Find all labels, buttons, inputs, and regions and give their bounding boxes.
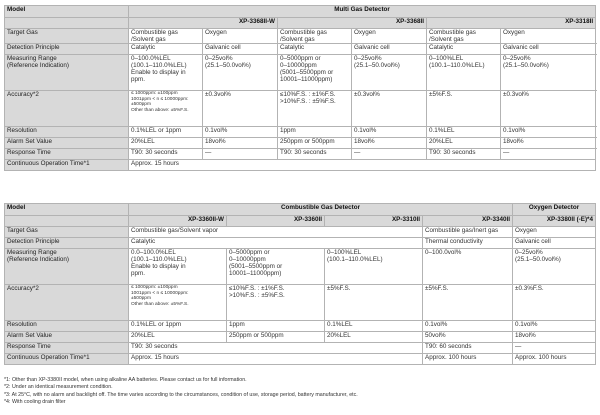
row-label: Alarm Set Value — [5, 138, 129, 149]
cell: 50vol% — [423, 332, 513, 343]
cell: 0–100.0vol% — [423, 249, 513, 285]
table-title: Multi Gas Detector — [129, 6, 596, 18]
cell: T90: 30 seconds — [427, 149, 501, 160]
cell: ≤ 1000ppm: ±100ppm 1001ppm < n ≤ 10000ppm: ±500ppm Other than above: ±5%F.S. — [129, 91, 203, 127]
cell: 0–25vol% (25.1–50.0vol%) — [501, 55, 596, 91]
cell: 0–25vol% (25.1–50.0vol%) — [352, 55, 427, 91]
model-name: XP-3360II — [227, 216, 325, 227]
cell: T90: 30 seconds — [278, 149, 352, 160]
row-label: Response Time — [5, 149, 129, 160]
cell: 18vol% — [501, 138, 596, 149]
combustible-oxygen-detector-table — [4, 203, 596, 365]
table-row — [5, 29, 596, 44]
cell: Combustible gas /Solvent gas — [278, 29, 352, 44]
cell: 0–25vol% (25.1–50.0vol%) — [203, 55, 278, 91]
table-row — [5, 160, 596, 171]
cell: ±0.3%F.S. — [513, 285, 596, 321]
cell: ±5%F.S. — [427, 91, 501, 127]
row-label: Accuracy*2 — [5, 285, 129, 321]
cell: 20%LEL — [129, 138, 203, 149]
cell: Catalytic — [129, 44, 203, 55]
cell: Combustible gas /Solvent gas — [427, 29, 501, 44]
row-label: Accuracy*2 — [5, 91, 129, 127]
cell: 0.1vol% — [203, 127, 278, 138]
model-name: XP-3318II — [427, 18, 596, 29]
row-label: Response Time — [5, 343, 129, 354]
cell: Approx. 15 hours — [129, 160, 596, 171]
row-label: Detection Principle — [5, 238, 129, 249]
cell: 0–5000ppm or 0–10000ppm (5001–5500ppm or 10001–11000ppm) — [278, 55, 352, 91]
cell: — — [501, 149, 596, 160]
footnote: *4: With cooling drain filter — [4, 398, 66, 405]
cell: Approx. 100 hours — [423, 354, 513, 365]
cell: ≤ 1000ppm: ±100ppm 1001ppm < n ≤ 10000ppm: ±500ppm Other than above: ±5%F.S. — [129, 285, 227, 321]
cell: Oxygen — [203, 29, 278, 44]
cell: Catalytic — [129, 238, 423, 249]
multi-gas-detector-table — [4, 5, 596, 171]
cell: 0.1vol% — [352, 127, 427, 138]
row-label: Resolution — [5, 127, 129, 138]
footnote: *1: Other than XP-3380II model, when using alkaline AA batteries. Please contact us for full information. — [4, 377, 247, 383]
model-header: Model — [5, 204, 129, 216]
footnotes — [4, 377, 595, 406]
cell: — — [203, 149, 278, 160]
cell: 1ppm — [227, 321, 325, 332]
cell: 0–5000ppm or 0–10000ppm (5001–5500ppm or 10001–11000ppm) — [227, 249, 325, 285]
cell: 0.1%LEL — [325, 321, 423, 332]
model-header: Model — [5, 6, 129, 18]
cell: 0–100%LEL (100.1–110.0%LEL) — [427, 55, 501, 91]
table-row — [5, 55, 596, 91]
table-row — [5, 149, 596, 160]
cell: 0.1vol% — [513, 321, 596, 332]
row-label: Continuous Operation Time*1 — [5, 354, 129, 365]
cell: T90: 30 seconds — [129, 149, 203, 160]
cell: Approx. 15 hours — [129, 354, 423, 365]
row-label: Detection Principle — [5, 44, 129, 55]
cell: — — [513, 343, 596, 354]
cell: 20%LEL — [129, 332, 227, 343]
cell: Combustible gas/Inert gas — [423, 227, 513, 238]
cell: 18vol% — [203, 138, 278, 149]
row-label: Target Gas — [5, 29, 129, 44]
table-row — [5, 127, 596, 138]
model-name: XP-3368II-W — [129, 18, 278, 29]
cell: 0.1vol% — [423, 321, 513, 332]
cell: 0.0–100.0%LEL (100.1–110.0%LEL) Enable to display in ppm. — [129, 249, 227, 285]
cell: ±0.3vol% — [501, 91, 596, 127]
cell: 0–100.0%LEL (100.1–110.0%LEL) Enable to display in ppm. — [129, 55, 203, 91]
cell: Approx. 100 hours — [513, 354, 596, 365]
cell: 250ppm or 500ppm — [227, 332, 325, 343]
cell: 250ppm or 500ppm — [278, 138, 352, 149]
model-name: XP-3310II — [325, 216, 423, 227]
cell: ≤10%F.S. : ±1%F.S. >10%F.S. : ±5%F.S. — [227, 285, 325, 321]
cell: — — [352, 149, 427, 160]
cell: Catalytic — [427, 44, 501, 55]
model-name: XP-3340II — [423, 216, 513, 227]
cell: Galvanic cell — [501, 44, 596, 55]
table-title: Oxygen Detector — [513, 204, 596, 216]
row-label: Measuring Range (Reference Indication) — [5, 55, 129, 91]
cell: ≤10%F.S. : ±1%F.S. >10%F.S. : ±5%F.S. — [278, 91, 352, 127]
row-label: Resolution — [5, 321, 129, 332]
cell: ±5%F.S. — [325, 285, 423, 321]
cell: 20%LEL — [325, 332, 423, 343]
cell: Galvanic cell — [513, 238, 596, 249]
cell: T90: 60 seconds — [423, 343, 513, 354]
cell: 18vol% — [513, 332, 596, 343]
row-label: Measuring Range (Reference Indication) — [5, 249, 129, 285]
cell: T90: 30 seconds — [129, 343, 423, 354]
footnote: *3: At 25°C, with no alarm and backlight off. The time varies according to the circumstances, condition of use, storage period, battery manufacturer, etc. — [4, 391, 358, 398]
cell: ±0.3vol% — [352, 91, 427, 127]
model-name: XP-3380II (-E)*4 — [513, 216, 596, 227]
cell: 0.1%LEL or 1ppm — [129, 321, 227, 332]
cell: Oxygen — [513, 227, 596, 238]
cell: Thermal conductivity — [423, 238, 513, 249]
model-name: XP-3368II — [278, 18, 427, 29]
row-label: Alarm Set Value — [5, 332, 129, 343]
cell: 1ppm — [278, 127, 352, 138]
row-label: Continuous Operation Time*1 — [5, 160, 129, 171]
table-row — [5, 44, 596, 55]
cell: ±0.3vol% — [203, 91, 278, 127]
table-row — [5, 138, 596, 149]
model-name: XP-3360II-W — [129, 216, 227, 227]
cell: 0.1%LEL — [427, 127, 501, 138]
cell: Combustible gas/Solvent vapor — [129, 227, 423, 238]
cell: Oxygen — [501, 29, 596, 44]
cell: 0–25vol% (25.1–50.0vol%) — [513, 249, 596, 285]
cell: 0–100%LEL (100.1–110.0%LEL) — [325, 249, 423, 285]
cell: Galvanic cell — [203, 44, 278, 55]
cell: Combustible gas /Solvent gas — [129, 29, 203, 44]
table-row — [5, 91, 596, 127]
cell: Catalytic — [278, 44, 352, 55]
table-title: Combustible Gas Detector — [129, 204, 513, 216]
row-label: Target Gas — [5, 227, 129, 238]
cell: Oxygen — [352, 29, 427, 44]
cell: 0.1%LEL or 1ppm — [129, 127, 203, 138]
cell: 18vol% — [352, 138, 427, 149]
cell: 0.1vol% — [501, 127, 596, 138]
cell: ±5%F.S. — [423, 285, 513, 321]
cell: 20%LEL — [427, 138, 501, 149]
footnote: *2: Under an identical measurement condition. — [4, 384, 113, 391]
cell: Galvanic cell — [352, 44, 427, 55]
